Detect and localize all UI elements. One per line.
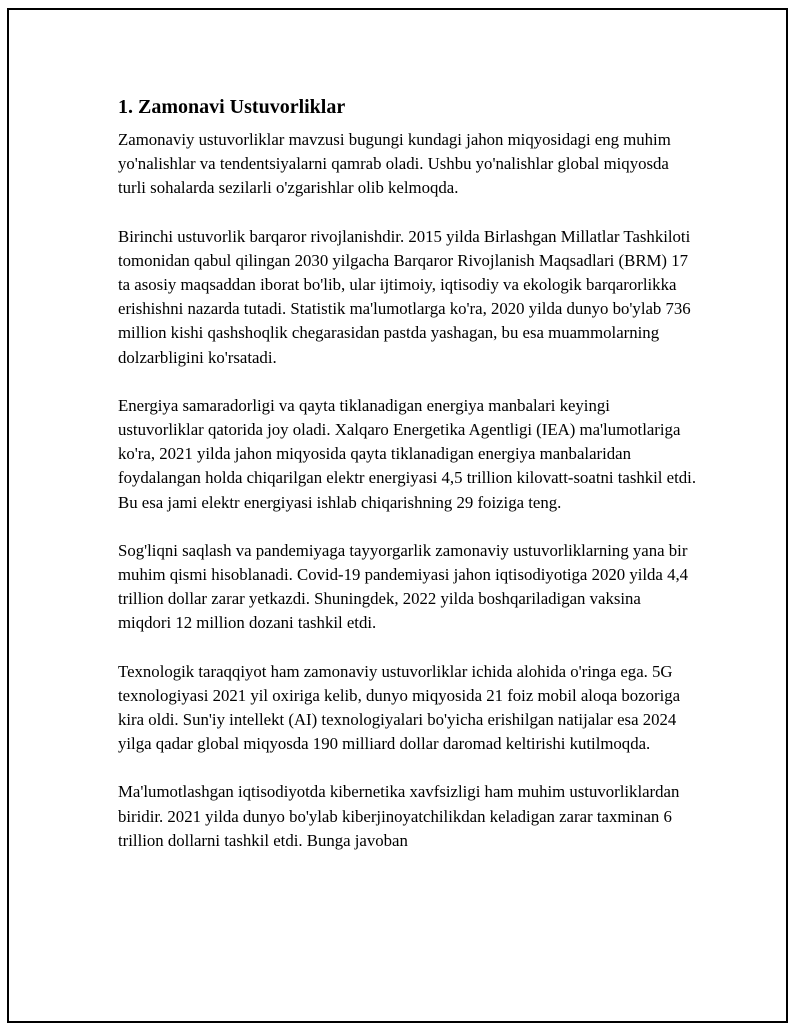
paragraph-health: Sog'liqni saqlash va pandemiyaga tayyorgarlik zamonaviy ustuvorliklarning yana bir muhim qismi hisoblanadi. Covid-19 pandemiyasi jahon iqtisodiyotiga 2020 yilda 4,4 trillion dollar zarar yetkazdi. Shuningdek, 2022 yilda boshqariladigan vaksina miqdori 12 million dozani tashkil etdi. [118, 540, 689, 633]
paragraph-energy: Energiya samaradorligi va qayta tiklanadigan energiya manbalari keyingi ustuvorliklar qatorida joy oladi. Xalqaro Energetika Agentligi (IEA) ma'lumotlariga ko'ra, 2021 yilda jahon miqyosida qayta tiklanadigan energiya manbalaridan foydalangan holda chiqarilgan elektr energiyasi 4,5 trillion kilovatt-soatni tashkil etdi. Bu esa jami elektr energiyasi ishlab chiqarishning 29 foiziga teng. [118, 395, 697, 512]
document-body [118, 94, 698, 877]
paragraph-technology: Texnologik taraqqiyot ham zamonaviy ustuvorliklar ichida alohida o'ringa ega. 5G texnologiyasi 2021 yil oxiriga kelib, dunyo miqyosida 21 foiz mobil aloqa bozoriga kira oldi. Sun'iy intellekt (AI) texnologiyalari bo'yicha erishilgan natijalar esa 2024 yilga qadar global miqyosda 190 milliard dollar daromad keltirishi kutilmoqda. [118, 661, 681, 754]
paragraph-cybersecurity: Ma'lumotlashgan iqtisodiyotda kibernetika xavfsizligi ham muhim ustuvorliklardan biridir. 2021 yilda dunyo bo'ylab kiberjinoyatchilikdan keladigan zarar taxminan 6 trillion dollarni tashkil etdi. Bunga javoban [118, 782, 680, 850]
paragraph-sustainable-development: Birinchi ustuvorlik barqaror rivojlanishdir. 2015 yilda Birlashgan Millatlar Tashkiloti tomonidan qabul qilingan 2030 yilgacha Barqaror Rivojlanish Maqsadlari (BRM) 17 ta asosiy maqsaddan iborat bo'lib, ular ijtimoiy, iqtisodiy va ekologik barqarorlikka erishishni nazarda tutadi. Statistik ma'lumotlarga ko'ra, 2020 yilda dunyo bo'ylab 736 million kishi qashshoqlik chegarasidan pastda yashagan, bu esa muammolarning dolzarbligini ko'rsatadi. [118, 226, 691, 367]
paragraph-intro: Zamonaviy ustuvorliklar mavzusi bugungi kundagi jahon miqyosidagi eng muhim yo'nalishlar va tendentsiyalarni qamrab oladi. Ushbu yo'nalishlar global miqyosda turli sohalarda sezilarli o'zgarishlar olib kelmoqda. [118, 130, 671, 198]
section-heading: 1. Zamonavi Ustuvorliklar [118, 96, 346, 118]
